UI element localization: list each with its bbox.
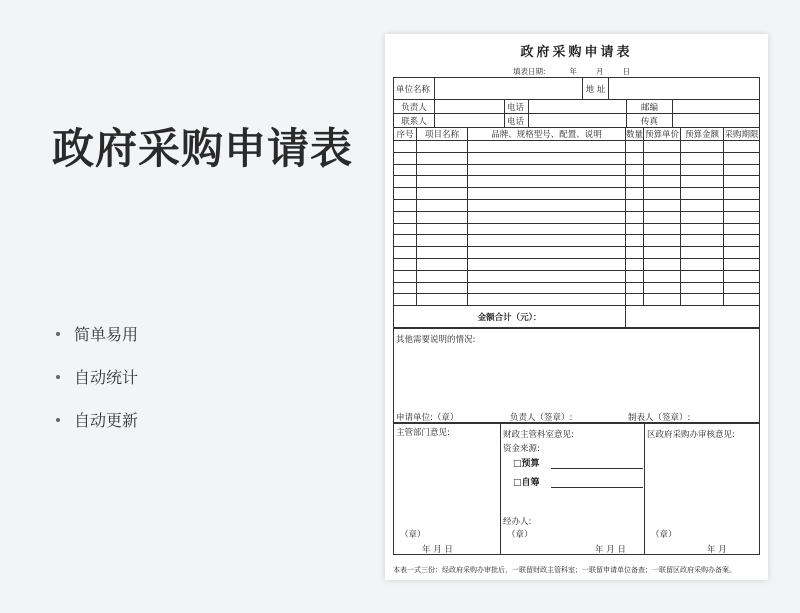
col-header: 项目名称	[416, 128, 467, 140]
district-opinion-label: 区政府采购办审核意见:	[647, 430, 735, 440]
item-cell[interactable]	[643, 271, 680, 282]
total-label: 金额合计（元）：	[477, 312, 542, 323]
item-cell[interactable]	[723, 212, 759, 223]
item-row	[394, 140, 759, 152]
notes-block	[394, 327, 759, 422]
item-cell[interactable]	[416, 176, 467, 187]
unit-row	[394, 78, 759, 99]
item-cell[interactable]	[394, 153, 416, 164]
phone-field[interactable]	[528, 114, 626, 127]
total-field[interactable]	[625, 306, 759, 327]
item-cell[interactable]	[416, 153, 467, 164]
item-cell[interactable]	[394, 200, 416, 211]
footnote: 本表一式三份：经政府采购办审批后，一联留财政主管科室；一联留申请单位备查；一联留区政府采购办备案。	[393, 566, 736, 574]
district-opinion-cell[interactable]	[644, 424, 759, 554]
phone-label: 电话	[504, 114, 528, 127]
item-row	[394, 293, 759, 305]
item-cell[interactable]	[625, 200, 643, 211]
item-cell[interactable]	[643, 294, 680, 305]
col-header: 序号	[396, 130, 414, 140]
item-cell[interactable]	[643, 283, 680, 294]
item-cell[interactable]	[467, 153, 625, 164]
item-cell[interactable]	[625, 294, 643, 305]
item-cell[interactable]	[625, 188, 643, 199]
applicant-unit-label: 申请单位:（章）	[396, 413, 459, 423]
item-cell[interactable]	[680, 188, 723, 199]
item-cell[interactable]	[394, 294, 416, 305]
item-row	[394, 211, 759, 223]
col-header: 预算单价	[644, 130, 679, 140]
item-cell[interactable]	[723, 283, 759, 294]
postcode-field[interactable]	[672, 100, 759, 113]
item-cell[interactable]	[625, 271, 643, 282]
contact-label: 联系人	[401, 116, 427, 127]
item-cell[interactable]	[643, 188, 680, 199]
item-cell[interactable]	[467, 271, 625, 282]
item-cell[interactable]	[723, 271, 759, 282]
item-row	[394, 270, 759, 282]
item-cell[interactable]	[625, 259, 643, 270]
item-row	[394, 164, 759, 176]
item-cell[interactable]	[394, 235, 416, 246]
item-cell[interactable]	[394, 141, 416, 152]
unit-name-field[interactable]	[434, 78, 582, 99]
items-header-row	[394, 127, 759, 140]
item-cell[interactable]	[467, 176, 625, 187]
item-cell[interactable]	[643, 259, 680, 270]
item-row	[394, 234, 759, 246]
col-header: 预算金额	[680, 128, 723, 140]
item-cell[interactable]	[680, 235, 723, 246]
item-cell[interactable]	[643, 247, 680, 258]
item-cell[interactable]	[467, 212, 625, 223]
form-title: 政府采购申请表	[520, 45, 633, 60]
col-header: 数量	[626, 130, 643, 140]
item-cell[interactable]	[625, 212, 643, 223]
seal-label: （章）	[651, 530, 677, 540]
item-cell[interactable]	[416, 212, 467, 223]
item-cell[interactable]	[625, 224, 643, 235]
budget-checkbox[interactable]: □预算	[513, 459, 540, 469]
item-cell[interactable]	[625, 176, 643, 187]
item-cell[interactable]	[723, 224, 759, 235]
item-cell[interactable]	[467, 294, 625, 305]
item-cell[interactable]	[680, 200, 723, 211]
address-label: 地 址	[582, 78, 608, 99]
item-cell[interactable]	[643, 153, 680, 164]
handler-label: 经办人:	[503, 517, 532, 527]
address-field[interactable]	[608, 78, 759, 99]
item-cell[interactable]	[680, 283, 723, 294]
item-cell[interactable]	[680, 176, 723, 187]
item-cell[interactable]	[416, 188, 467, 199]
item-cell[interactable]	[723, 153, 759, 164]
item-cell[interactable]	[416, 294, 467, 305]
responsible-row	[394, 99, 759, 113]
other-notes-label: 其他需要说明的情况:	[396, 335, 476, 345]
item-cell[interactable]	[416, 283, 467, 294]
item-cell[interactable]	[680, 153, 723, 164]
col-header: 品牌、规格型号、配置、说明	[467, 128, 625, 140]
item-cell[interactable]	[723, 200, 759, 211]
responsible-field[interactable]	[434, 100, 504, 113]
form-table	[393, 77, 760, 555]
item-cell[interactable]	[467, 235, 625, 246]
item-cell[interactable]	[723, 176, 759, 187]
item-cell[interactable]	[723, 188, 759, 199]
item-cell[interactable]	[416, 271, 467, 282]
item-row	[394, 175, 759, 187]
item-cell[interactable]	[680, 224, 723, 235]
item-cell[interactable]	[467, 141, 625, 152]
finance-opinion-label: 财政主管科室意见:	[503, 430, 574, 440]
item-cell[interactable]	[643, 200, 680, 211]
finance-opinion-cell[interactable]	[500, 424, 644, 554]
item-cell[interactable]	[467, 165, 625, 176]
col-header: 采购期限	[724, 130, 759, 140]
item-cell[interactable]	[723, 259, 759, 270]
leader-sign-label: 负责人（签章）:	[510, 413, 573, 423]
item-cell[interactable]	[416, 224, 467, 235]
feature-item: 自动统计	[56, 355, 138, 398]
item-cell[interactable]	[723, 235, 759, 246]
item-cell[interactable]	[625, 235, 643, 246]
item-row	[394, 223, 759, 235]
item-cell[interactable]	[394, 212, 416, 223]
item-cell[interactable]	[625, 165, 643, 176]
dept-opinion-cell[interactable]	[394, 424, 500, 554]
form-sheet	[385, 34, 768, 580]
date-label: 年 月 日	[422, 545, 453, 554]
item-cell[interactable]	[467, 259, 625, 270]
item-cell[interactable]	[680, 165, 723, 176]
seal-label: （章）	[400, 530, 426, 540]
item-cell[interactable]	[416, 247, 467, 258]
date-label: 年 月 日	[595, 545, 626, 554]
item-cell[interactable]	[467, 200, 625, 211]
item-cell[interactable]	[643, 235, 680, 246]
item-cell[interactable]	[680, 294, 723, 305]
item-cell[interactable]	[394, 165, 416, 176]
item-cell[interactable]	[416, 235, 467, 246]
responsible-label: 负责人	[401, 102, 427, 113]
item-row	[394, 258, 759, 270]
item-row	[394, 199, 759, 211]
item-cell[interactable]	[394, 247, 416, 258]
item-cell[interactable]	[416, 259, 467, 270]
item-cell[interactable]	[643, 224, 680, 235]
item-cell[interactable]	[416, 165, 467, 176]
fax-field[interactable]	[672, 114, 759, 127]
item-cell[interactable]	[467, 224, 625, 235]
item-cell[interactable]	[467, 283, 625, 294]
item-cell[interactable]	[394, 259, 416, 270]
item-cell[interactable]	[394, 224, 416, 235]
item-cell[interactable]	[680, 141, 723, 152]
self-raised-checkbox[interactable]: □自筹	[513, 478, 540, 488]
item-cell[interactable]	[680, 259, 723, 270]
item-row	[394, 152, 759, 164]
opinions-block	[394, 422, 759, 554]
item-cell[interactable]	[394, 188, 416, 199]
hero-title: 政府采购申请表	[52, 124, 354, 173]
item-row	[394, 187, 759, 199]
date-label: 年 月	[707, 545, 727, 554]
item-cell[interactable]	[394, 176, 416, 187]
contact-field[interactable]	[434, 114, 504, 127]
item-cell[interactable]	[643, 176, 680, 187]
feature-item: 简单易用	[56, 312, 138, 355]
item-cell[interactable]	[625, 141, 643, 152]
contact-row	[394, 113, 759, 127]
dept-opinion-label: 主管部门意见:	[396, 428, 450, 438]
unit-name-label: 单位名称	[396, 84, 431, 95]
total-row	[394, 305, 759, 327]
budget-line	[551, 468, 643, 469]
bullet-icon	[56, 332, 60, 336]
self-raised-line	[551, 487, 643, 488]
item-row	[394, 246, 759, 258]
item-cell[interactable]	[416, 200, 467, 211]
item-cell[interactable]	[643, 212, 680, 223]
item-cell[interactable]	[625, 247, 643, 258]
bullet-icon	[56, 418, 60, 422]
item-cell[interactable]	[680, 271, 723, 282]
item-cell[interactable]	[394, 283, 416, 294]
item-cell[interactable]	[723, 141, 759, 152]
item-cell[interactable]	[723, 247, 759, 258]
phone-label: 电话	[504, 100, 528, 113]
item-cell[interactable]	[680, 212, 723, 223]
feature-list	[56, 312, 138, 441]
item-cell[interactable]	[680, 247, 723, 258]
bullet-icon	[56, 375, 60, 379]
item-cell[interactable]	[723, 165, 759, 176]
maker-sign-label: 制表人（签章）:	[628, 413, 691, 423]
item-cell[interactable]	[643, 141, 680, 152]
item-cell[interactable]	[643, 165, 680, 176]
postcode-label: 邮编	[626, 100, 672, 113]
item-cell[interactable]	[467, 188, 625, 199]
feature-item: 自动更新	[56, 398, 138, 441]
seal-label: （章）	[507, 530, 533, 540]
item-cell[interactable]	[416, 141, 467, 152]
item-row	[394, 282, 759, 294]
item-cell[interactable]	[723, 294, 759, 305]
fund-source-label: 资金来源:	[503, 444, 540, 454]
item-cell[interactable]	[394, 271, 416, 282]
item-cell[interactable]	[625, 283, 643, 294]
item-cell[interactable]	[467, 247, 625, 258]
item-cell[interactable]	[625, 153, 643, 164]
phone-field[interactable]	[528, 100, 626, 113]
fax-label: 传真	[626, 114, 672, 127]
fill-date: 填表日期: 年 月 日	[513, 67, 631, 76]
